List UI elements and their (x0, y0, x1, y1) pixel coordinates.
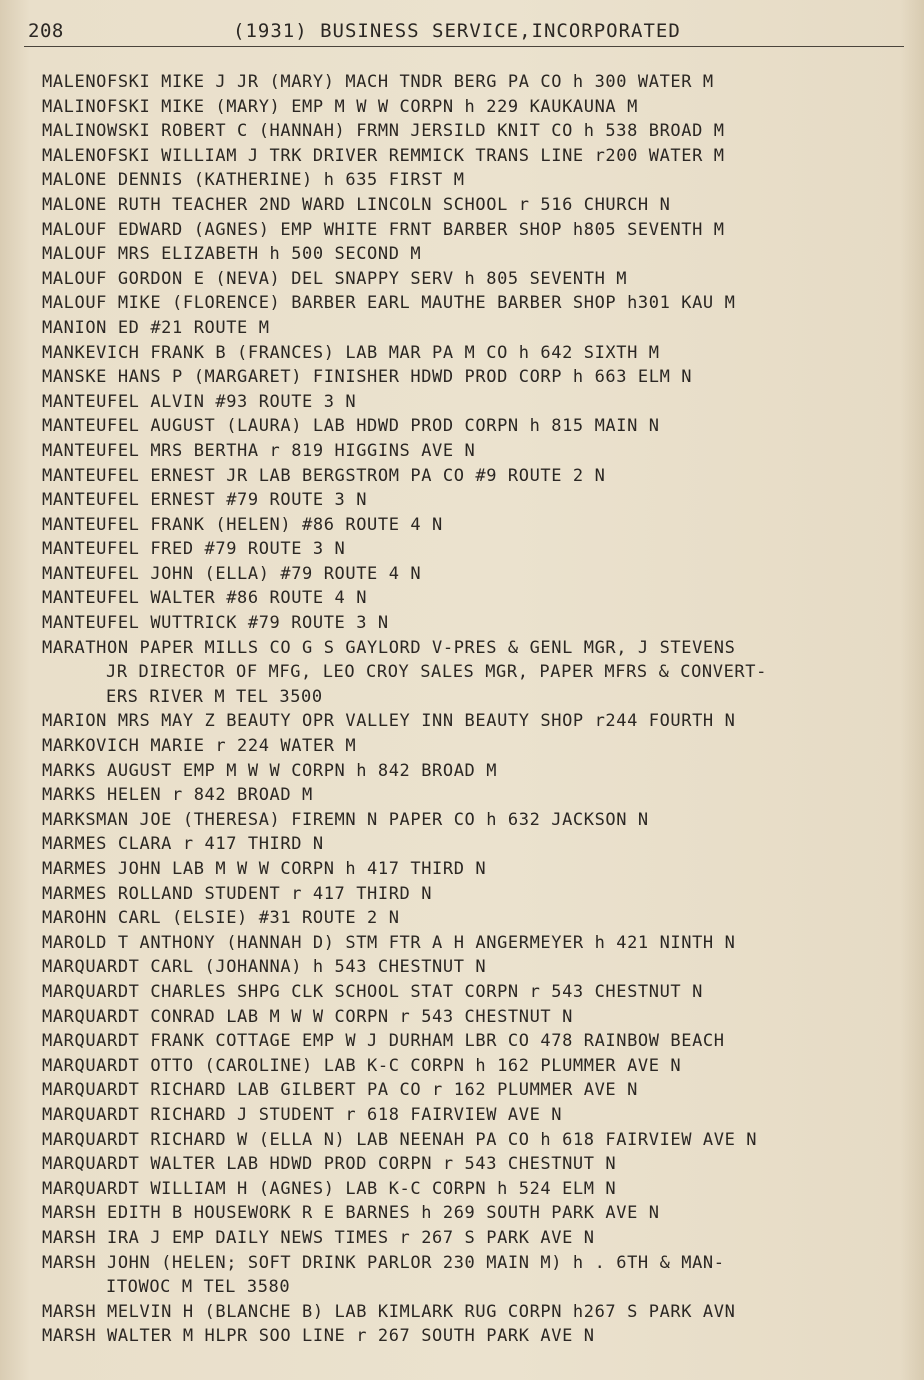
directory-entry: MARQUARDT CHARLES SHPG CLK SCHOOL STAT CORPN r 543 CHESTNUT N (42, 981, 703, 1002)
directory-entry: MANTEUFEL FRED #79 ROUTE 3 N (42, 539, 346, 560)
directory-entry: MALOUF EDWARD (AGNES) EMP WHITE FRNT BARBER SHOP h805 SEVENTH M (42, 219, 725, 240)
directory-entry: MANTEUFEL AUGUST (LAURA) LAB HDWD PROD CORPN h 815 MAIN N (42, 416, 660, 437)
directory-entry: MARSH WALTER M HLPR SOO LINE r 267 SOUTH PARK AVE N (42, 1326, 595, 1347)
directory-entry: MANTEUFEL ALVIN #93 ROUTE 3 N (42, 391, 357, 412)
directory-entry: MANTEUFEL ERNEST #79 ROUTE 3 N (42, 490, 368, 511)
directory-entry: MANTEUFEL WUTTRICK #79 ROUTE 3 N (42, 613, 389, 634)
directory-entry: MANSKE HANS P (MARGARET) FINISHER HDWD PROD CORP h 663 ELM N (42, 367, 693, 388)
page-header (28, 18, 908, 46)
directory-entry: MALOUF MRS ELIZABETH h 500 SECOND M (42, 244, 422, 265)
directory-entry: MARKOVICH MARIE r 224 WATER M (42, 736, 357, 757)
directory-listing (42, 70, 902, 1349)
directory-entry: MANION ED #21 ROUTE M (42, 317, 270, 338)
page-number: 208 (28, 20, 64, 42)
directory-entry: MARSH IRA J EMP DAILY NEWS TIMES r 267 S PARK AVE N (42, 1227, 595, 1248)
directory-entry: MARATHON PAPER MILLS CO G S GAYLORD V-PRES & GENL MGR, J STEVENS (42, 637, 736, 658)
directory-entry: MALENOFSKI MIKE J JR (MARY) MACH TNDR BERG PA CO h 300 WATER M (42, 72, 714, 92)
directory-entry: MALENOFSKI WILLIAM J TRK DRIVER REMMICK TRANS LINE r200 WATER M (42, 145, 725, 166)
directory-entry: MARMES ROLLAND STUDENT r 417 THIRD N (42, 883, 433, 904)
directory-entry: MARQUARDT WILLIAM H (AGNES) LAB K-C CORPN h 524 ELM N (42, 1178, 617, 1199)
directory-entry: MARQUARDT OTTO (CAROLINE) LAB K-C CORPN h 162 PLUMMER AVE N (42, 1055, 682, 1076)
directory-entry: MARQUARDT CARL (JOHANNA) h 543 CHESTNUT N (42, 957, 487, 978)
directory-entry: MARQUARDT RICHARD J STUDENT r 618 FAIRVIEW AVE N (42, 1104, 563, 1125)
directory-entry: MARSH JOHN (HELEN; SOFT DRINK PARLOR 230 MAIN M) h . 6TH & MAN- (42, 1252, 725, 1273)
directory-entry-continuation: JR DIRECTOR OF MFG, LEO CROY SALES MGR, PAPER MFRS & CONVERT- (106, 662, 767, 683)
directory-entry: MALONE RUTH TEACHER 2ND WARD LINCOLN SCHOOL r 516 CHURCH N (42, 194, 671, 215)
directory-entry: MARSH MELVIN H (BLANCHE B) LAB KIMLARK RUG CORPN h267 S PARK AVN (42, 1301, 736, 1322)
directory-entry: MALOUF GORDON E (NEVA) DEL SNAPPY SERV h 805 SEVENTH M (42, 268, 628, 289)
directory-entry: MALOUF MIKE (FLORENCE) BARBER EARL MAUTHE BARBER SHOP h301 KAU M (42, 293, 736, 314)
directory-entry: MARSH EDITH B HOUSEWORK R E BARNES h 269 SOUTH PARK AVE N (42, 1203, 660, 1224)
directory-entry: MARMES JOHN LAB M W W CORPN h 417 THIRD N (42, 859, 487, 879)
directory-entry: MANKEVICH FRANK B (FRANCES) LAB MAR PA M CO h 642 SIXTH M (42, 342, 660, 363)
directory-entry: MALINOFSKI MIKE (MARY) EMP M W W CORPN h 229 KAUKAUNA M (42, 96, 638, 117)
directory-entry: MAROLD T ANTHONY (HANNAH D) STM FTR A H ANGERMEYER h 421 NINTH N (42, 932, 736, 953)
directory-entry: MARQUARDT WALTER LAB HDWD PROD CORPN r 543 CHESTNUT N (42, 1154, 617, 1175)
directory-entry: MALONE DENNIS (KATHERINE) h 635 FIRST M (42, 170, 465, 191)
directory-entry: MARQUARDT RICHARD LAB GILBERT PA CO r 162 PLUMMER AVE N (42, 1080, 638, 1101)
directory-entry: MARKSMAN JOE (THERESA) FIREMN N PAPER CO h 632 JACKSON N (42, 809, 649, 830)
directory-entry: MARQUARDT RICHARD W (ELLA N) LAB NEENAH PA CO h 618 FAIRVIEW AVE N (42, 1129, 758, 1150)
directory-entry-continuation: ERS RIVER M TEL 3500 (106, 686, 323, 707)
directory-entry: MAROHN CARL (ELSIE) #31 ROUTE 2 N (42, 908, 400, 929)
directory-entry: MARKS HELEN r 842 BROAD M (42, 785, 313, 806)
directory-entry: MANTEUFEL WALTER #86 ROUTE 4 N (42, 588, 368, 609)
directory-entry: MANTEUFEL FRANK (HELEN) #86 ROUTE 4 N (42, 514, 443, 535)
directory-entry-continuation: ITOWOC M TEL 3580 (106, 1277, 291, 1298)
directory-entry: MARQUARDT CONRAD LAB M W W CORPN r 543 CHESTNUT N (42, 1006, 573, 1027)
directory-entry: MANTEUFEL ERNEST JR LAB BERGSTROM PA CO #9 ROUTE 2 N (42, 465, 606, 486)
directory-entry: MANTEUFEL MRS BERTHA r 819 HIGGINS AVE N (42, 440, 476, 461)
directory-entry: MARKS AUGUST EMP M W W CORPN h 842 BROAD M (42, 760, 498, 781)
running-title: (1931) BUSINESS SERVICE,INCORPORATED (233, 20, 681, 42)
directory-entry: MANTEUFEL JOHN (ELLA) #79 ROUTE 4 N (42, 563, 422, 584)
directory-entry: MARION MRS MAY Z BEAUTY OPR VALLEY INN BEAUTY SHOP r244 FOURTH N (42, 711, 736, 732)
directory-entry: MALINOWSKI ROBERT C (HANNAH) FRMN JERSILD KNIT CO h 538 BROAD M (42, 121, 725, 142)
directory-entry: MARQUARDT FRANK COTTAGE EMP W J DURHAM LBR CO 478 RAINBOW BEACH (42, 1031, 725, 1052)
header-rule (24, 46, 904, 47)
directory-entry: MARMES CLARA r 417 THIRD N (42, 834, 324, 855)
